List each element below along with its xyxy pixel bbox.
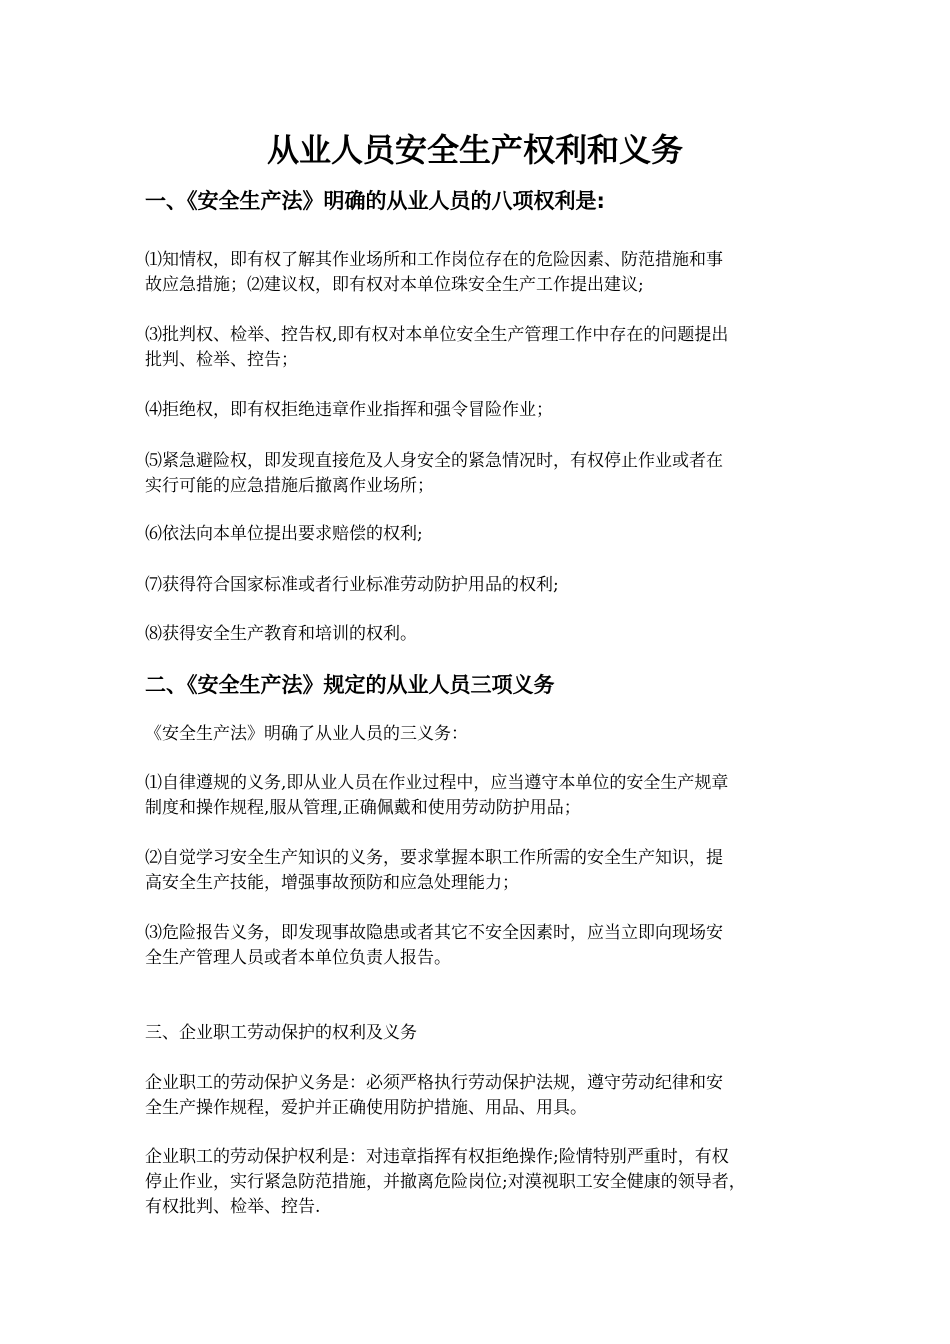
right-item-7: [145, 573, 807, 598]
right-item-8-line-1: ⑻获得安全生产教育和培训的权利。: [145, 624, 417, 644]
duty-item-1-line-2: 制度和操作规程,服从管理,正确佩戴和使用劳动防护用品；: [145, 798, 581, 818]
right-item-6-line-1: ⑹依法向本单位提出要求赔偿的权利;: [145, 524, 423, 544]
right-item-8: [145, 622, 807, 647]
right-item-3: [145, 323, 807, 373]
duty-item-1: [145, 771, 807, 821]
right-item-5: [145, 449, 807, 499]
right-item-1-line-1: ⑴知情权，即有权了解其作业场所和工作岗位存在的危险因素、防范措施和事: [145, 250, 723, 270]
section2-heading: 二、《安全生产法》规定的从业人员三项义务: [145, 673, 555, 697]
worker-rights-paragraph: [145, 1145, 807, 1220]
right-item-5-line-1: ⑸紧急避险权，即发现直接危及人身安全的紧急情况时，有权停止作业或者在: [145, 451, 723, 471]
right-item-3-line-2: 批判、检举、控告；: [145, 350, 298, 370]
duty-item-2-line-2: 高安全生产技能，增强事故预防和应急处理能力；: [145, 873, 519, 893]
document-title: 从业人员安全生产权利和义务: [266, 131, 683, 169]
section3-heading: [145, 1021, 807, 1046]
worker-duties-paragraph: [145, 1071, 807, 1121]
duty-item-3-line-2: 全生产管理人员或者本单位负责人报告。: [145, 948, 451, 968]
right-item-3-line-1: ⑶批判权、检举、控告权,即有权对本单位安全生产管理工作中存在的问题提出: [145, 325, 729, 345]
right-item-1-line-2: 故应急措施；⑵建议权，即有权对本单位珠安全生产工作提出建议;: [145, 275, 644, 295]
section3-heading-line: 三、企业职工劳动保护的权利及义务: [145, 1023, 417, 1043]
duty-item-3: [145, 921, 807, 971]
duty-item-2: [145, 846, 807, 896]
right-item-4-line-1: ⑷拒绝权，即有权拒绝违章作业指挥和强令冒险作业；: [145, 400, 553, 420]
worker-rights-line-2: 停止作业，实行紧急防范措施，并撤离危险岗位;对漠视职工安全健康的领导者，: [145, 1172, 746, 1192]
worker-rights-line-1: 企业职工的劳动保护权利是：对违章指挥有权拒绝操作;险情特别严重时，有权: [145, 1147, 729, 1167]
right-item-7-line-1: ⑺获得符合国家标准或者行业标准劳动防护用品的权利;: [145, 575, 559, 595]
duties-intro-line: 《安全生产法》明确了从业人员的三义务：: [145, 724, 468, 744]
worker-duties-line-1: 企业职工的劳动保护义务是：必须严格执行劳动保护法规，遵守劳动纪律和安: [145, 1073, 723, 1093]
duties-intro: [145, 722, 807, 747]
right-item-1: [145, 248, 807, 298]
right-item-4: [145, 398, 807, 423]
duty-item-2-line-1: ⑵自觉学习安全生产知识的义务，要求掌握本职工作所需的安全生产知识，提: [145, 848, 723, 868]
worker-duties-line-2: 全生产操作规程，爱护并正确使用防护措施、用品、用具。: [145, 1098, 587, 1118]
worker-rights-line-3: 有权批判、检举、控告.: [145, 1197, 321, 1217]
section1-heading: 一、《安全生产法》明确的从业人员的八项权利是:: [145, 189, 605, 213]
duty-item-1-line-1: ⑴自律遵规的义务,即从业人员在作业过程中，应当遵守本单位的安全生产规章: [145, 773, 729, 793]
right-item-6: [145, 522, 807, 547]
right-item-5-line-2: 实行可能的应急措施后撤离作业场所；: [145, 476, 434, 496]
duty-item-3-line-1: ⑶危险报告义务，即发现事故隐患或者其它不安全因素时，应当立即向现场安: [145, 923, 723, 943]
